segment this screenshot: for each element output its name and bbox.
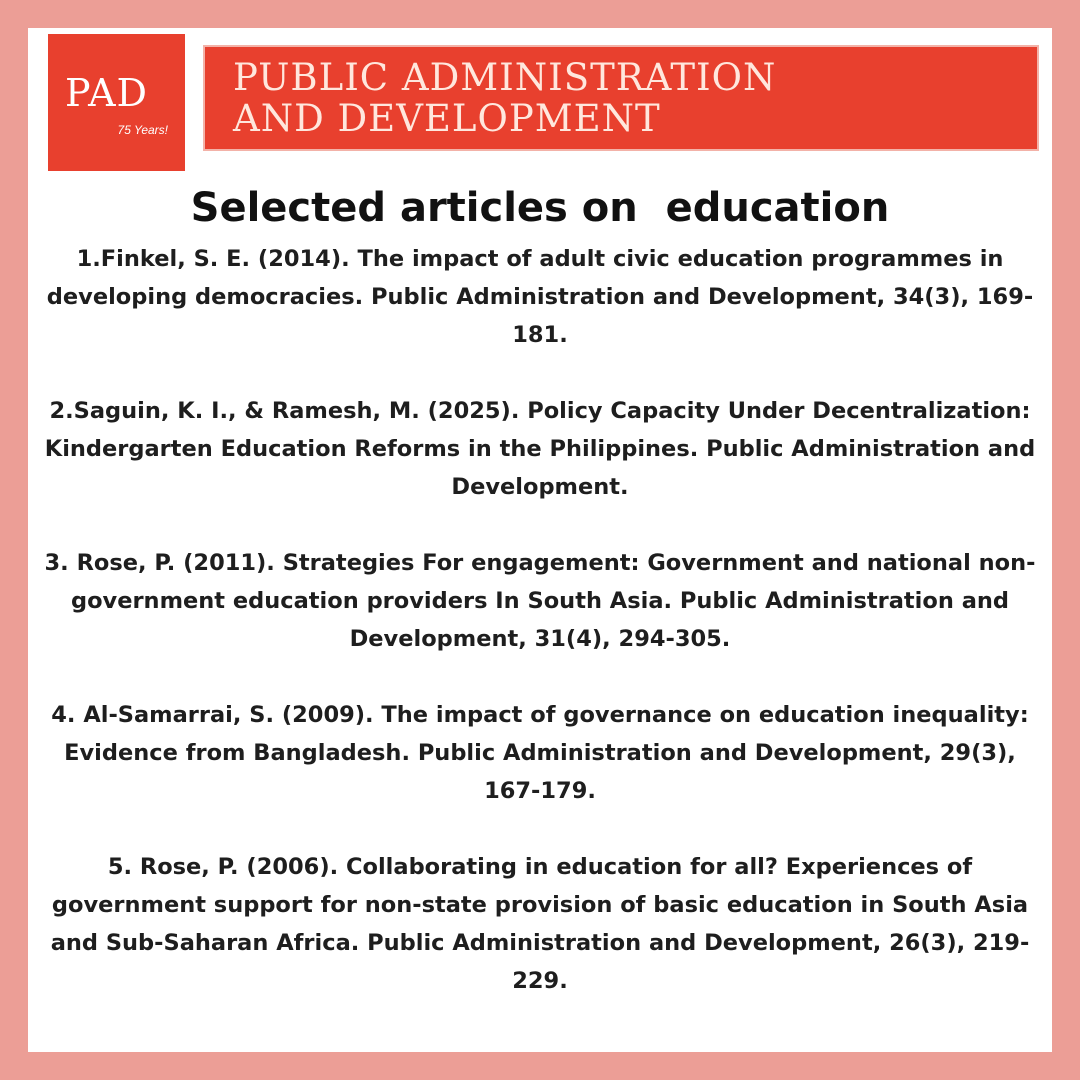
pad-logo [48,34,185,171]
article-item: 1.Finkel, S. E. (2014). The impact of adult civic education programmes in developing democracies. Public Administration and Development, 34(3), 169-181. [46,246,1034,348]
logo-abbreviation: PAD [65,71,148,115]
article-item: 2.Saguin, K. I., & Ramesh, M. (2025). Policy Capacity Under Decentralization: Kindergarten Education Reforms in the Philippines. Public Administration and Development. [44,398,1036,500]
article-list [40,240,1040,1038]
page-title: Selected articles on education [190,185,890,231]
article-item: 4. Al-Samarrai, S. (2009). The impact of governance on education inequality: Evidence from Bangladesh. Public Administration and Development, 29(3), 167-179. [51,702,1029,804]
article-item: 5. Rose, P. (2006). Collaborating in education for all? Experiences of government support for non-state provision of basic education in South Asia and Sub-Saharan Africa. Public Administration and Development, 26(3), 219-229. [50,854,1030,994]
journal-title-line-2: AND DEVELOPMENT [233,97,661,140]
logo-anniversary-tag: 75 Years! [117,123,168,137]
journal-title-line-1: PUBLIC ADMINISTRATION [233,56,777,99]
article-item: 3. Rose, P. (2011). Strategies For engagement: Government and national non-government education providers In South Asia. Public Administration and Development, 31(4), 294-305. [44,550,1036,652]
journal-title-banner [203,45,1039,151]
post-card [28,28,1052,1052]
